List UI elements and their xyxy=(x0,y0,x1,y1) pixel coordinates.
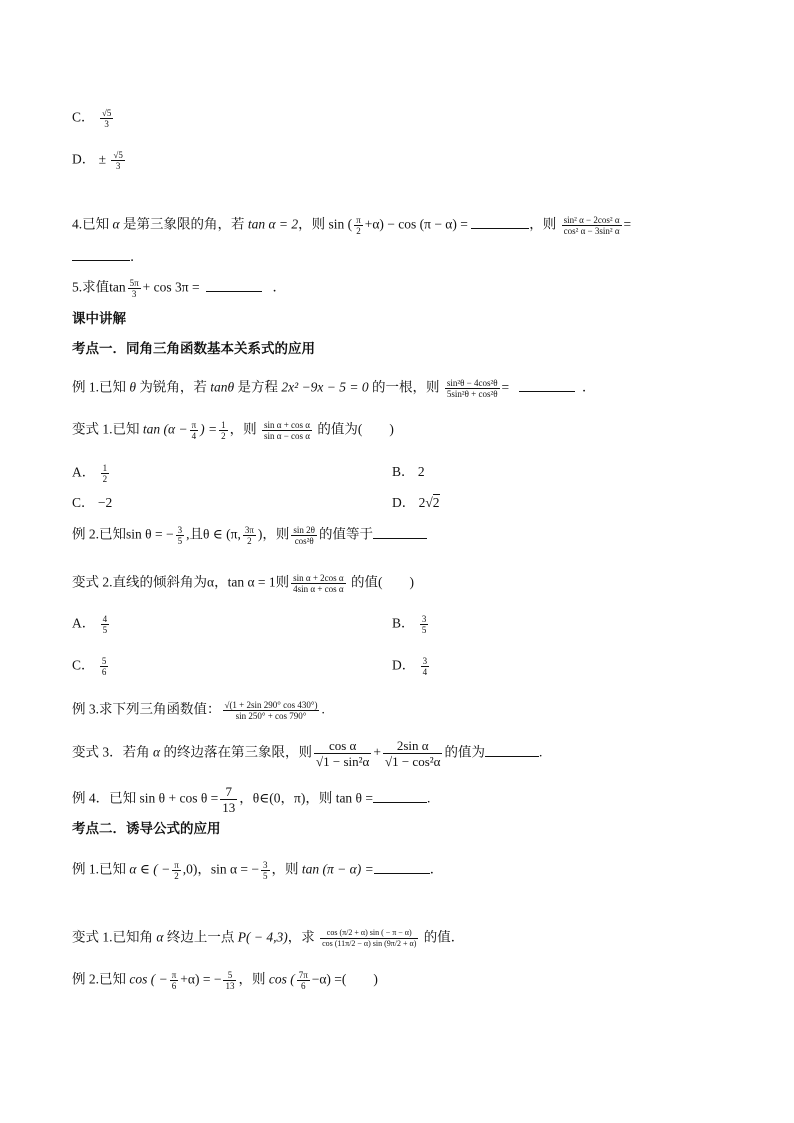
variant-1-option-b[interactable]: B． 2 xyxy=(392,464,425,479)
question-5: 5.求值tan $\frac{5\pi}{3}$ + cos 3π = ． xyxy=(72,278,286,299)
example-1-fraction: $\frac{\text{sin²θ − 4cos²θ}}{\text{5sin²θ + cos²θ}}$ xyxy=(446,378,498,399)
answer-blank[interactable] xyxy=(72,248,130,261)
q3-option-c: C． $\frac{√5}{3}$ xyxy=(72,108,112,129)
example-1: 例 1.已知 θ 为锐角，若 tanθ 是方程 2x² −9x − 5 = 0 的一根，则 $\frac{\text{sin²θ − 4cos²θ}}{\text{5sin²θ + cos²θ}}$ = ． xyxy=(72,378,596,399)
answer-blank[interactable] xyxy=(206,279,262,292)
example-4: 例 4．已知 sin θ + cos θ = $\frac{7}{13}$ ，θ∈(0，π)，则 tan θ = . xyxy=(72,784,431,815)
question-4: 4.已知 α 是第三象限的角，若 tan α = 2，则 sin ( $\frac{\pi}{2}$ +α) − cos (π − α) = ，则 $\frac{\text{sin² α − 2cos² α}}{\text{cos² α − 3sin² α}}$ = xyxy=(72,215,632,236)
variant-3: 变式 3．若角 α 的终边落在第三象限，则 $\frac{\text{cos α}}{\text{√1 − sin²α}}$ + $\frac{\text{2sin α}}{\text{√1 − cos²α}}$ 的值为 . xyxy=(72,738,543,769)
variant-2-1-fraction: $\frac{\cos (\pi/2 + \alpha) \sin ( - \pi - \alpha)}{\cos (11\pi/2 - \alpha) \sin (9\pi/2 + \alpha)}$ xyxy=(322,928,417,948)
variant-1-option-d[interactable]: D． 2√2 xyxy=(392,495,440,510)
example-3: 例 3.求下列三角函数值： $\frac{√(1 + 2\sin 290^\circ \cos 430^\circ)}{\sin 250^\circ + \cos 790^\circ}$ . xyxy=(72,700,325,721)
answer-blank[interactable] xyxy=(374,861,430,874)
variant-2-fraction: $\frac{\text{sin α + 2cos α}}{\text{4sin α + cos α}}$ xyxy=(293,573,344,594)
variant-2-option-c[interactable]: C． $\frac{5}{6}$ xyxy=(72,656,107,677)
answer-blank[interactable] xyxy=(373,790,427,803)
variant-2-option-a[interactable]: A． $\frac{4}{5}$ xyxy=(72,614,108,635)
variant-1: 变式 1.已知 tan (α − $\frac{\pi}{4}$ ) = $\frac{1}{2}$ ，则 $\frac{\text{sin α + cos α}}{\text{sin α − cos α}}$ 的值为( ) xyxy=(72,420,394,441)
answer-blank[interactable] xyxy=(373,526,427,539)
topic-2-example-2: 例 2.已知 cos ( − $\frac{\pi}{6}$ +α) = − $\frac{5}{13}$ ，则 cos ( $\frac{7\pi}{6}$ −α) =( ) xyxy=(72,970,378,991)
q4-fraction: $\frac{\text{sin² α − 2cos² α}}{\text{cos² α − 3sin² α}}$ xyxy=(563,215,620,236)
topic-2-variant-1: 变式 1.已知角 α 终边上一点 P( − 4,3)，求 $\frac{\cos (\pi/2 + \alpha) \sin ( - \pi - \alpha)}{\cos (11\pi/2 - \alpha) \sin (9\pi/2 + \alpha)}$ 的值． xyxy=(72,928,465,948)
topic-1-heading: 考点一．同角三角函数基本关系式的应用 xyxy=(72,341,315,357)
variant-2-option-d[interactable]: D． $\frac{3}{4}$ xyxy=(392,656,428,677)
answer-blank[interactable] xyxy=(519,379,575,392)
option-d-fraction: $\frac{√5}{3}$ xyxy=(113,150,123,171)
variant-1-fraction: $\frac{\text{sin α + cos α}}{\text{sin α − cos α}}$ xyxy=(263,420,310,441)
section-heading: 课中讲解 xyxy=(72,311,126,327)
variant-1-option-a[interactable]: A． $\frac{1}{2}$ xyxy=(72,463,108,484)
answer-blank[interactable] xyxy=(485,744,539,757)
example-2-fraction: $\frac{\sin 2\theta}{\text{cos²θ}}$ xyxy=(293,525,315,546)
topic-2-heading: 考点二．诱导公式的应用 xyxy=(72,821,221,837)
variant-1-option-c[interactable]: C． −2 xyxy=(72,495,113,510)
topic-2-example-1: 例 1.已知 α ∈ ( − $\frac{\pi}{2}$ ,0)，sin α = − $\frac{3}{5}$ ，则 tan (π − α) = ． xyxy=(72,860,444,881)
example-2: 例 2.已知sin θ = − $\frac{3}{5}$ ,且θ ∈ (π, $\frac{3\pi}{2}$ )，则 $\frac{\sin 2\theta}{\text{cos²θ}}$ 的值等于 xyxy=(72,525,427,546)
example-3-fraction: $\frac{√(1 + 2\sin 290^\circ \cos 430^\circ)}{\sin 250^\circ + \cos 790^\circ}$ xyxy=(224,700,318,721)
q3-option-d: D． ± $\frac{√5}{3}$ xyxy=(72,150,123,171)
variant-2: 变式 2.直线的倾斜角为α，tan α = 1则 $\frac{\text{sin α + 2cos α}}{\text{4sin α + cos α}}$ 的值( ) xyxy=(72,573,415,594)
option-c-fraction: $\frac{√5}{3}$ xyxy=(101,108,112,129)
question-4-line2: ． xyxy=(72,248,144,266)
answer-blank[interactable] xyxy=(471,216,529,229)
variant-2-option-b[interactable]: B． $\frac{3}{5}$ xyxy=(392,614,427,635)
